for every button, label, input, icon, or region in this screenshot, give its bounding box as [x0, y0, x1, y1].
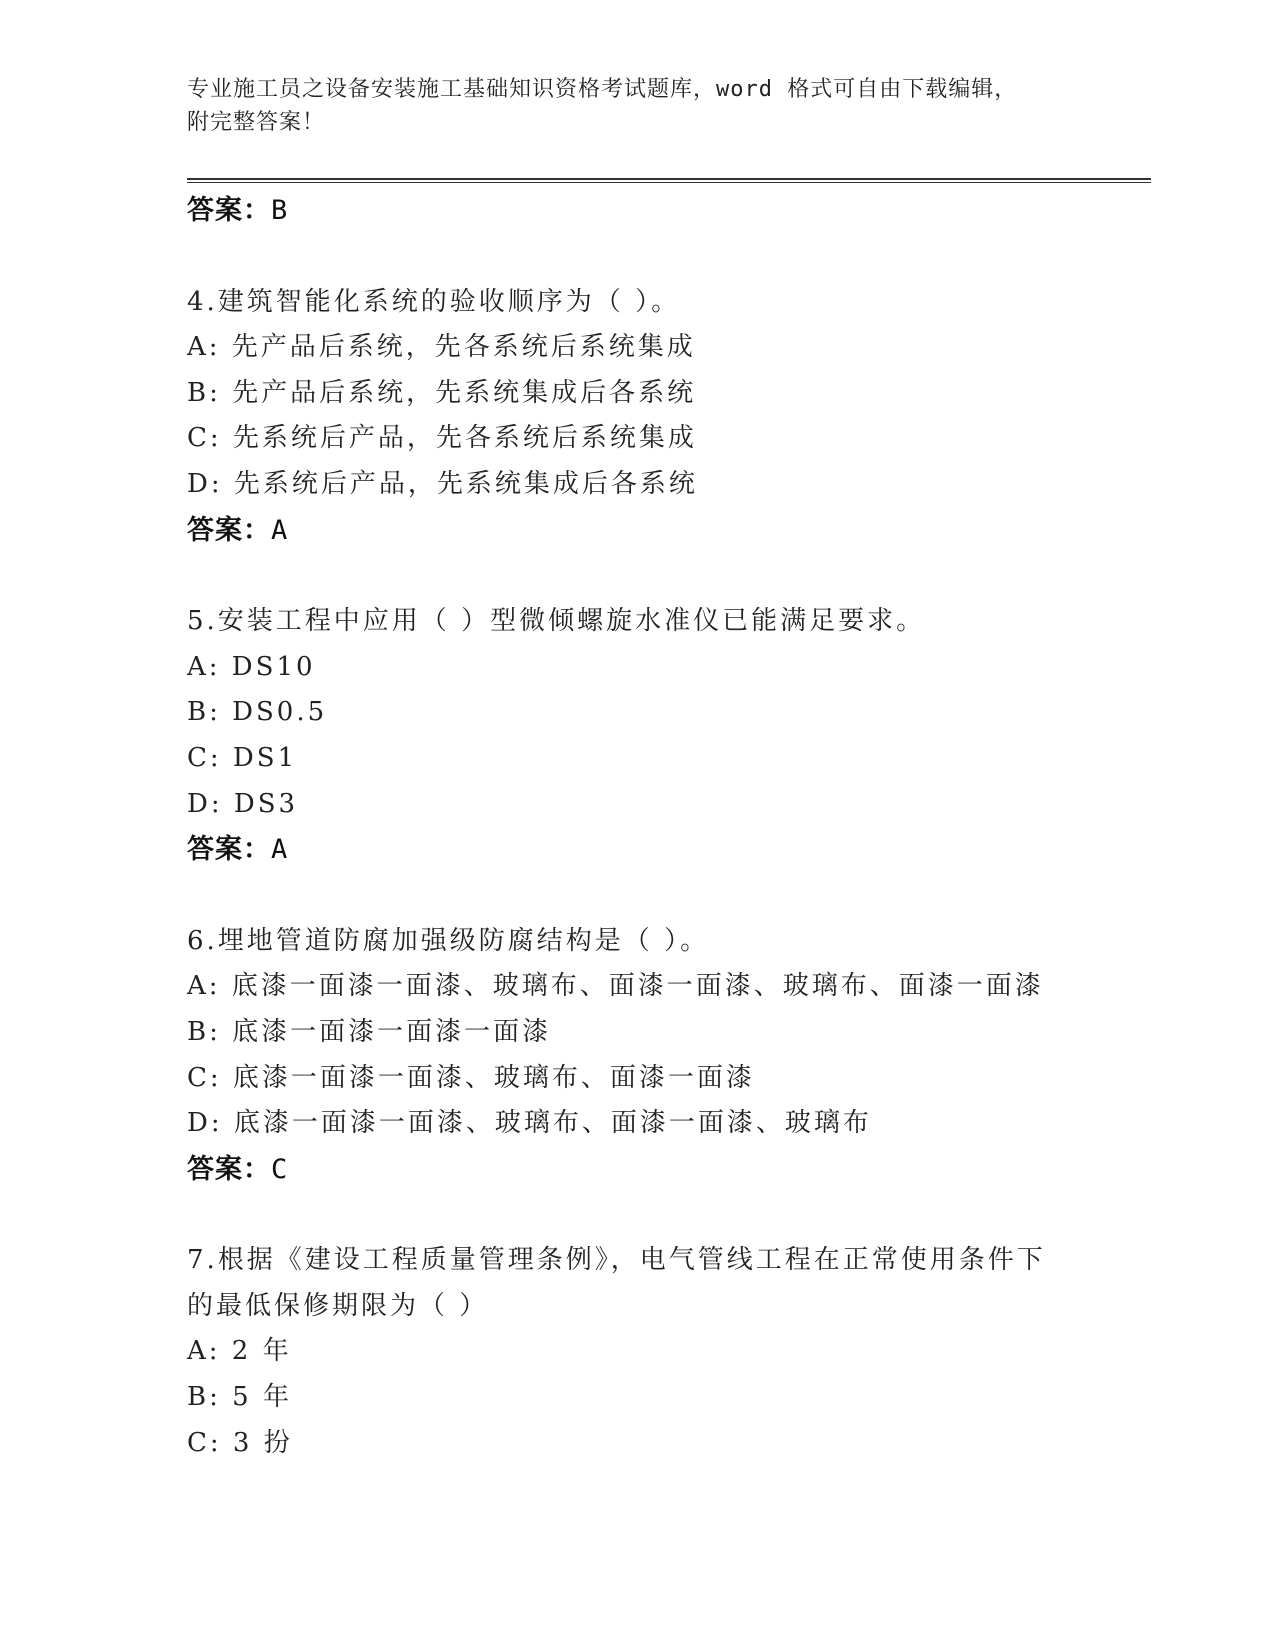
header-line-2: 附完整答案！: [187, 110, 326, 135]
answer-value: C: [271, 1153, 289, 1185]
answer-label: 答案：: [187, 514, 271, 546]
spacer: [187, 873, 1087, 919]
option-c: C: 底漆一面漆一面漆、玻璃布、面漆一面漆: [187, 1062, 755, 1093]
spacer: [187, 553, 1087, 599]
question-list: [187, 188, 1087, 1466]
question-stem: 5.安装工程中应用（ ）型微倾螺旋水准仪已能满足要求。: [187, 606, 926, 637]
option-c: C: 3 扮: [187, 1427, 293, 1458]
spacer: [187, 1192, 1087, 1238]
option-c: C: 先系统后产品，先各系统后系统集成: [187, 423, 697, 454]
question-stem: 6.埋地管道防腐加强级防腐结构是（ ）。: [187, 925, 710, 956]
answer-line: [187, 188, 1087, 234]
answer-value: B: [271, 195, 289, 226]
header-divider-thick: [187, 178, 1151, 180]
option-d: D: 先系统后产品，先系统集成后各系统: [187, 468, 698, 499]
option-c: C: DS1: [187, 742, 298, 773]
option-a: A: DS10: [187, 651, 316, 682]
answer-label: 答案：: [187, 195, 271, 226]
answer-label: 答案：: [187, 1153, 271, 1185]
document-header: [187, 73, 1067, 139]
answer-value: A: [271, 834, 289, 866]
question-stem: 7.根据《建设工程质量管理条例》，电气管线工程在正常使用条件下: [187, 1245, 1046, 1276]
option-b: B: 底漆一面漆一面漆一面漆: [187, 1016, 552, 1047]
answer-line: [187, 1147, 1087, 1193]
option-a: A: 底漆一面漆一面漆、玻璃布、面漆一面漆、玻璃布、面漆一面漆: [187, 971, 1044, 1002]
question-stem: 4.建筑智能化系统的验收顺序为（ ）。: [187, 286, 681, 317]
header-divider-thin: [187, 182, 1151, 183]
option-b: B: 5 年: [187, 1382, 292, 1413]
spacer: [187, 234, 1087, 280]
answer-line: [187, 827, 1087, 873]
answer-label: 答案：: [187, 834, 271, 866]
option-b: B: DS0.5: [187, 697, 328, 728]
answer-line: [187, 508, 1087, 554]
question-stem-continued: 的最低保修期限为（ ）: [187, 1290, 489, 1321]
option-d: D: DS3: [187, 788, 299, 819]
option-d: D: 底漆一面漆一面漆、玻璃布、面漆一面漆、玻璃布: [187, 1108, 872, 1139]
answer-value: A: [271, 514, 289, 546]
header-line-1: 专业施工员之设备安装施工基础知识资格考试题库，word 格式可自由下载编辑，: [187, 77, 1018, 102]
option-a: A: 先产品后系统，先各系统后系统集成: [187, 332, 696, 363]
option-a: A: 2 年: [187, 1336, 292, 1367]
option-b: B: 先产品后系统，先系统集成后各系统: [187, 377, 697, 408]
